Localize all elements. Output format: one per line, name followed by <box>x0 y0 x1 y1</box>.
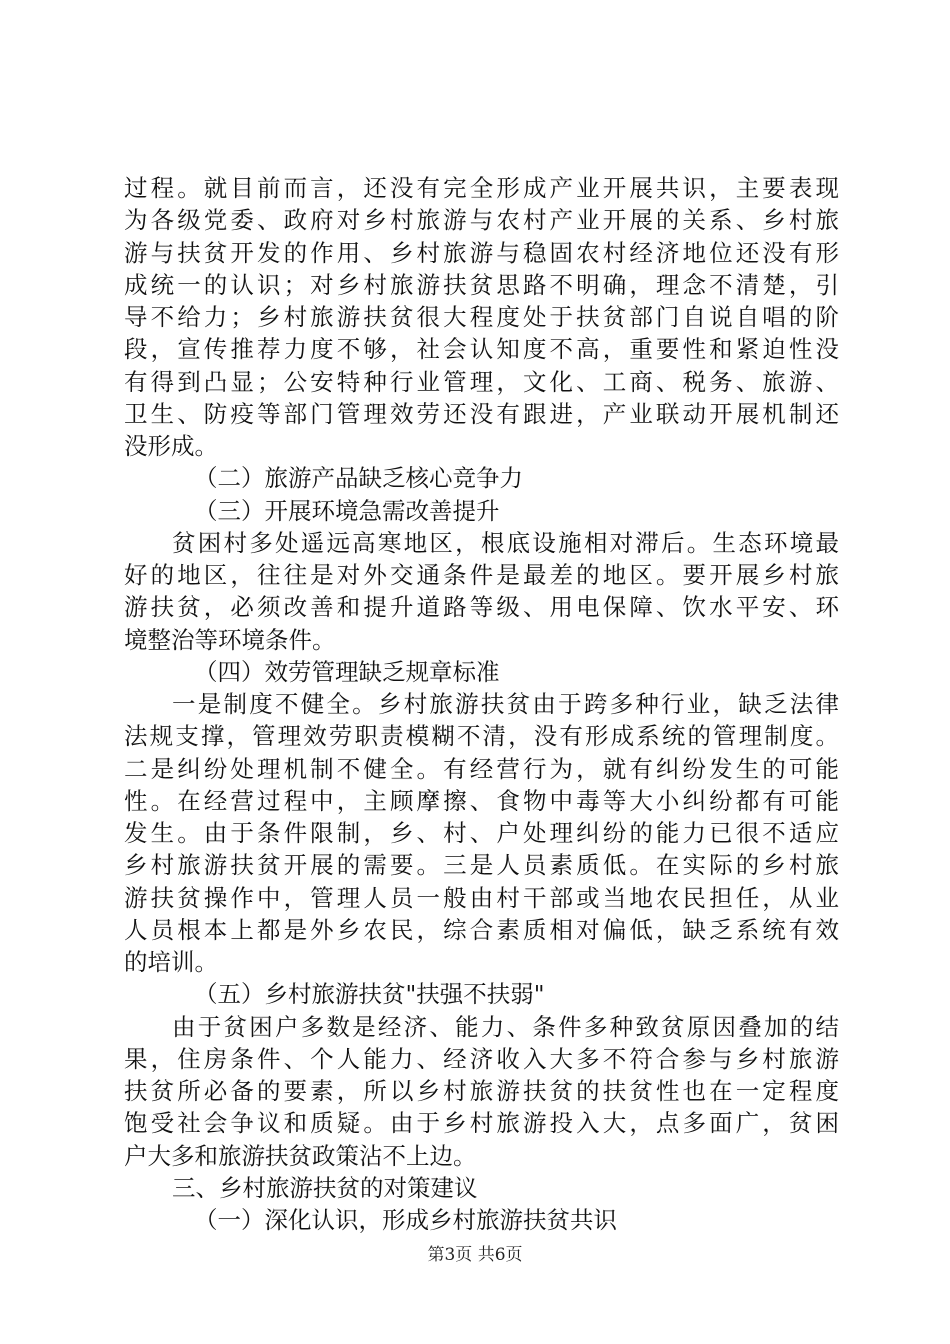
text-line: 发生。由于条件限制，乡、村、户处理纠纷的能力已很不适应 <box>124 819 839 847</box>
text-line: （一）深化认识，形成乡村旅游扶贫共识 <box>194 1206 617 1234</box>
text-line: 一是制度不健全。乡村旅游扶贫由于跨多种行业，缺乏法律 <box>172 690 839 718</box>
text-line: 有得到凸显；公安特种行业管理，文化、工商、税务、旅游、 <box>124 367 839 396</box>
text-line: 二是纠纷处理机制不健全。有经营行为，就有纠纷发生的可能 <box>124 754 839 783</box>
text-line: 游扶贫操作中，管理人员一般由村干部或当地农民担任，从业 <box>124 883 839 912</box>
text-line: 法规支撑，管理效劳职责模糊不清，没有形成系统的管理制度。 <box>124 722 839 751</box>
text-line: 饱受社会争议和质疑。由于乡村旅游投入大，点多面广，贫困 <box>124 1109 839 1138</box>
text-line: 果，住房条件、个人能力、经济收入大多不符合参与乡村旅游 <box>124 1044 839 1073</box>
text-line: 乡村旅游扶贫开展的需要。三是人员素质低。在实际的乡村旅 <box>124 851 839 880</box>
text-line: 的培训。 <box>124 948 218 976</box>
text-line: 户大多和旅游扶贫政策沾不上边。 <box>124 1141 477 1170</box>
page-footer: 第3页 共6页 <box>427 1245 523 1265</box>
text-line: 三、乡村旅游扶贫的对策建议 <box>172 1173 478 1202</box>
text-line: （二）旅游产品缺乏核心竞争力 <box>194 464 523 493</box>
text-line: 游与扶贫开发的作用、乡村旅游与稳固农村经济地位还没有形 <box>124 238 839 267</box>
text-line: 卫生、防疫等部门管理效劳还没有跟进，产业联动开展机制还 <box>124 399 839 428</box>
text-line: 游扶贫，必须改善和提升道路等级、用电保障、饮水平安、环 <box>124 593 839 622</box>
document-body <box>124 172 839 1236</box>
text-line: 人员根本上都是外乡农民，综合素质相对偏低，缺乏系统有效 <box>124 915 839 944</box>
text-line: 贫困村多处遥远高寒地区，根底设施相对滞后。生态环境最 <box>172 528 839 557</box>
text-line: 好的地区，往往是对外交通条件是最差的地区。要开展乡村旅 <box>124 561 839 589</box>
text-line: 由于贫困户多数是经济、能力、条件多种致贫原因叠加的结 <box>172 1012 839 1041</box>
text-line: 成统一的认识；对乡村旅游扶贫思路不明确，理念不清楚，引 <box>124 270 839 299</box>
text-line: 境整治等环境条件。 <box>124 625 336 654</box>
text-line: 性。在经营过程中，主顾摩擦、食物中毒等大小纠纷都有可能 <box>124 786 839 815</box>
text-line: 为各级党委、政府对乡村旅游与农村产业开展的关系、乡村旅 <box>124 206 839 235</box>
text-line: 扶贫所必备的要素，所以乡村旅游扶贫的扶贫性也在一定程度 <box>124 1077 839 1105</box>
text-line: 段，宣传推荐力度不够，社会认知度不高，重要性和紧迫性没 <box>124 335 839 364</box>
text-line: （五）乡村旅游扶贫"扶强不扶弱" <box>194 980 545 1009</box>
text-line: 没形成。 <box>124 432 218 460</box>
text-line: 导不给力；乡村旅游扶贫很大程度处于扶贫部门自说自唱的阶 <box>124 303 839 331</box>
text-line: （四）效劳管理缺乏规章标准 <box>194 657 500 686</box>
text-line: 过程。就目前而言，还没有完全形成产业开展共识，主要表现 <box>124 174 839 202</box>
text-line: （三）开展环境急需改善提升 <box>194 496 500 525</box>
